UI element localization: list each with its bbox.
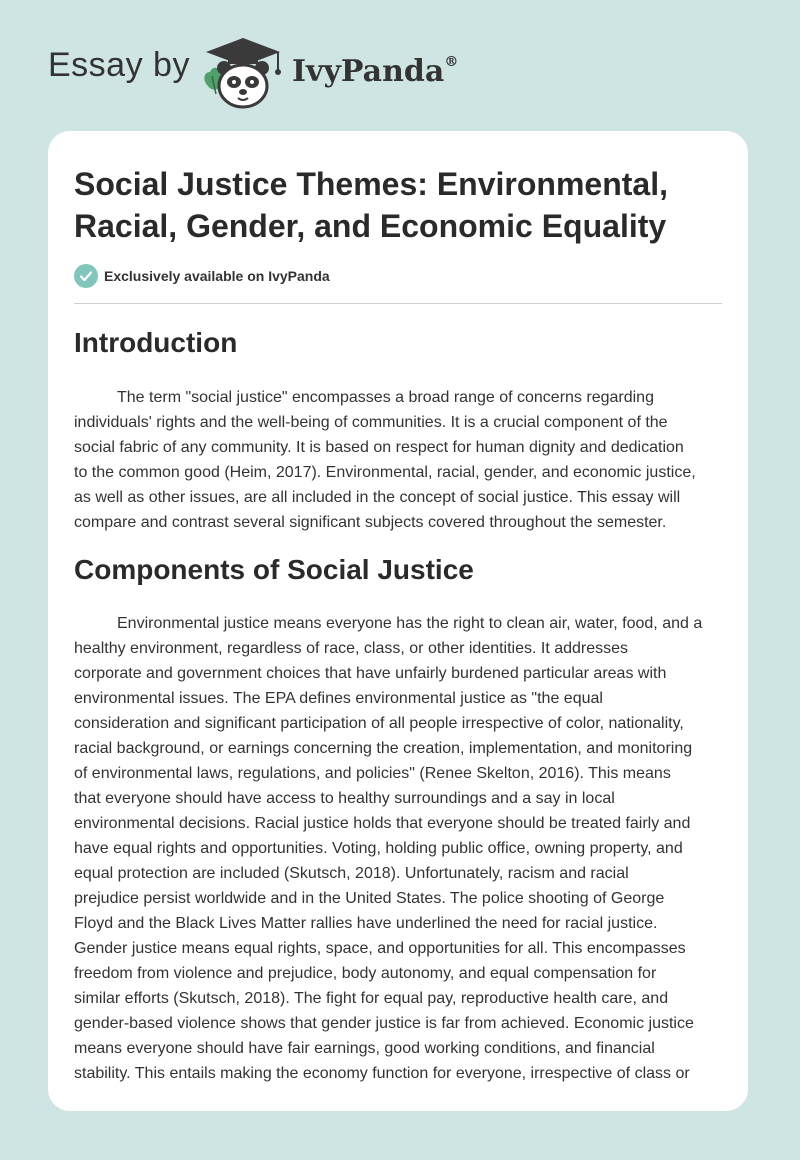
exclusive-badge <box>74 263 330 289</box>
badge-text: Exclusively available on IvyPanda <box>104 268 330 284</box>
divider <box>74 303 722 304</box>
section-text-introduction: The term "social justice" encompasses a broad range of concerns regarding individuals' rights and the well-being of communities. It is a crucial component of the social fabric of any community. It is based on respect for human dignity and dedication to the common good (Heim, 2017). Environmental, racial, gender, and economic justice, as well as other issues, are all included in the concept of social justice. This essay will compare and contrast several significant subjects covered throughout the semester. <box>74 389 696 531</box>
registered-mark: ® <box>444 54 459 70</box>
brand-name[interactable] <box>292 54 458 89</box>
essay-card <box>48 131 748 1111</box>
section-heading-components: Components of Social Justice <box>74 554 474 585</box>
section-heading-introduction: Introduction <box>74 327 238 358</box>
section-text-components: Environmental justice means everyone has the right to clean air, water, food, and a healthy environment, regardless of race, class, or other identities. It addresses corporate and government choices that have unfairly burdened particular areas with environmental issues. The EPA defines environmental justice as "the equal consideration and significant participation of all people irrespective of color, nationality, racial background, or earnings concerning the creation, implementation, and monitoring of environmental laws, regulations, and policies" (Renee Skelton, 2016). This means that everyone should have access to healthy surroundings and a say in local environmental decisions. Racial justice holds that everyone should be treated fairly and have equal rights and opportunities. Voting, holding public office, owning property, and equal protection are included (Skutsch, 2018). Unfortunately, racism and racial prejudice persist worldwide and in the United States. The police shooting of George Floyd and the Black Lives Matter rallies have underlined the need for racial justice. Gender justice means equal rights, space, and opportunities for all. This encompasses freedom from violence and prejudice, body autonomy, and equal compensation for similar efforts (Skutsch, 2018). The fight for equal pay, reproductive health care, and gender-based violence shows that gender justice is far from achieved. Economic justice means everyone should have fair earnings, good working conditions, and financial stability. This entails making the economy function for everyone, irrespective of class or <box>74 615 703 1082</box>
panda-logo-icon[interactable] <box>200 36 286 110</box>
essay-title: Social Justice Themes: Environmental, Racial, Gender, and Economic Equality <box>74 166 668 244</box>
check-icon <box>74 264 98 288</box>
essay-by-label: Essay by <box>48 46 190 84</box>
site-header <box>0 0 800 128</box>
brand-text: IvyPanda <box>292 54 445 89</box>
